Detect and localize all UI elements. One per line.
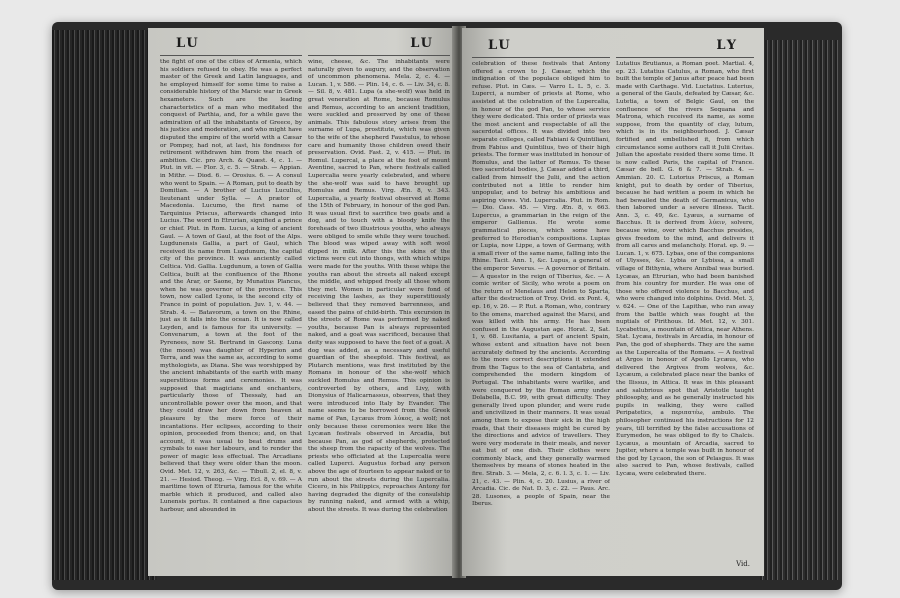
left-column-2 [308,55,450,565]
left-page [148,28,458,576]
left-column-1 [160,55,302,565]
right-column-1 [472,57,610,567]
right-column-2 [616,57,754,567]
left-page-header [160,36,450,55]
left-column-1-text: the fight of one of the cities of Armenia, which his soldiers refused to obey. He was a perfect master of the Greek and Latin languages, and he employed himself for some time to raise a considerable history of the Marsic war in Greek hexameters. Such are the leading characteristics of a man who meditated the conquest of Parthia, and, for a while gave the admiration of all the inhabitants of Greece, by his justice and moderation, and who might have disputed the empire of the world with a Cæsar or Pompey, had not, at last, his fondness for retirement withdrawn him from the reach of ambition. Cic. pro Arch. & Quæst. 4, c. 1. — Plut. in vit. — Flor. 3, c. 5. — Strab. — Appian. in Mithr. — Diod. 6. — Orosius. 6. — A consul who went to Spain. — A Roman, put to death by Domitian. — A brother of Lucius Lucullus, lieutenant under Sylla. — A prætor of Macedonia. Lucumo, the first name of Tarquinius Priscus, afterwards changed into Lucius. The word in Etrurian, signified a prince or chief. Plut. in Rom. Lucus, a king of ancient Gaul. — A town of Gaul, at the foot of the Alps. Lugdunensis Gallia, a part of Gaul, which received its name from Lugdunum, the capital city of the province. It was anciently called Celtica. Vid. Gallia. Lugdunum, a town of Gallia Celtica, built at the confluence of the Rhone and the Arar, or Saone, by Munatius Plancus, when he was governor of the province. This town, now called Lyons, is the second city of France in point of population. Juv. 1, v. 44. — Strab. 4. — Batavorum, a town on the Rhine, just as it falls into the ocean. It is now called Leyden, and is famous for its university. — Convenarum, a town at the foot of the Pyrenees, now St. Bertrand in Gascony. Luna (the moon) was daughter of Hyperion and Terra, and was the same as, according to some mythologists, as Diana. She was worshipped by the ancient inhabitants of the earth with many superstitious forms and ceremonies. It was supposed that magicians and enchanters, particularly those of Thessaly, had an uncontrollable power over the moon, and that they could draw her down from heaven at pleasure by the mere force of their incantations. Her eclipses, according to their opinion, proceeded from thence; and, on that account, it was usual to beat drums and cymbals to ease her labours, and to render the power of magic less effectual. The Arcadians believed that they were older than the moon. Ovid. Met. 12, v. 263, &c. — Tibull. 2, el. 8, v. 21. — Hesiod. Theog. — Virg. Ecl. 8, v. 69. — A maritime town of Etruria, famous for the white marble which it produced, and called also Lunensis portus. It contained a fine capacious harbour, and abounded in [160,59,302,514]
right-column-2-text: Lutatius Brutianus, a Roman poet. Martial. 4, ep. 23. Lutatius Catulus, a Roman, who first built the temple of Janus after peace had been made with Carthage. Vid. Luctatius. Luterius, a general of the Gauls, defeated by Cæsar, &c. Lutetia, a town of Belgic Gaul, on the confluence of the rivers Sequana and Matrona, which received its name, as some suppose, from the quantity of clay, lutum, which is in its neighbourhood. J. Cæsar fortified and embellished it, from which circumstance some authors call it Julii Civitas. Julian the apostate resided there some time. It is now called Paris, the capital of France. Cæsar de bell. G. 6 & 7. — Strab. 4. — Ammian. 20. C. Lutorius Priscus, a Roman knight, put to death by order of Tiberius, because he had written a poem in which he had bewailed the death of Germanicus, who then labored under a severe illness. Tacit. Ann. 3, c. 49, &c. Lyæus, a surname of Bacchus. It is derived from λύειν, solvere, because wine, over which Bacchus presides, gives freedom to the mind, and delivers it from all cares and melancholy. Horat. ep. 9. — Lucan. 1, v. 675. Lybas, one of the companions of Ulysses, &c. Lybia or Lybissa, a small village of Bithynia, where Annibal was buried. Lycæas, an Etrurian, who had been banished from his country for murder. He was one of those who offered violence to Bacchus, and who were changed into dolphins. Ovid. Met. 3, v. 624. — One of the Lapithæ, who ran away from the battle which was fought at the nuptials of Pirithous. Id. Met. 12, v. 301. Lycabettus, a mountain of Attica, near Athens. Stat. Lycæa, festivals in Arcadia, in honour of Pan, the god of shepherds. They are the same as the Lupercalia of the Romans. — A festival at Argos in honour of Apollo Lycæus, who delivered the Argives from wolves, &c. Lycæum, a celebrated place near the banks of the Ilissus, in Attica. It was in this pleasant and salubrious spot that Aristotle taught philosophy, and as he generally instructed his pupils in walking, they were called Peripatetics, a περιπατέω, ambulo. The philosopher continued his instructions for 12 years, till terrified by the false accusations of Eurymedon, he was obliged to fly to Chalcis. Lycæus, a mountain of Arcadia, sacred to Jupiter, where a temple was built in honour of the god by Lycaon, the son of Pelasgus. It was also sacred to Pan, whose festivals, called Lycæa, were celebrated there. [616,61,754,478]
page-edges-left [52,30,157,580]
left-column-2-text: wine, cheese, &c. The inhabitants were naturally given to augury, and the observation of uncommon phenomena. Mela. 2, c. 4. — Lucan. 1, v. 586. — Plin. 14, c. 6. — Liv. 34, c. 8. — Sil. 8, v. 481. Lupa (a she-wolf) was held in great veneration at Rome, because Romulus and Remus, according to an ancient tradition, were suckled and preserved by one of these animals. This fabulous story arises from the surname of Lupa, prostitute, which was given to the wife of the shepherd Faustulus, to whose care and humanity those children owed their preservation. Ovid. Fast. 2, v. 415. — Plut. in Romul. Lupercal, a place at the foot of mount Aventine, sacred to Pan, where festivals called Lupercalia were yearly celebrated, and where the she-wolf was said to have brought up Romulus and Remus. Virg. Æn. 8, v. 343. Lupercalia, a yearly festival observed at Rome the 15th of February, in honour of the god Pan. It was usual first to sacrifice two goats and a dog, and to touch with a bloody knife the foreheads of two illustrious youths, who always were obliged to smile while they were touched. The blood was wiped away with soft wool dipped in milk. After this the skins of the victims were cut into thongs, with which whips were made for the youths. With these whips the youths ran about the streets all naked except the middle, and whipped freely all those whom they met. Women in particular were fond of receiving the lashes, as they superstitiously believed that they removed barrenness, and eased the pains of child-birth. This excursion in the streets of Rome was performed by naked youths, because Pan is always represented naked, and a goat was sacrificed, because that deity was supposed to have the feet of a goat. A dog was added, as a necessary and useful guardian of the sheepfold. This festival, as Plutarch mentions, was first instituted by the Romans in honour of the she-wolf which suckled Romulus and Remus. This opinion is controverted by others, and Livy, with Dionysius of Halicarnassus, observes, that they were introduced into Italy by Evander. The name seems to be borrowed from the Greek name of Pan, Lycæus from λύκος, a wolf; not only because these ceremonies were like the Lycæan festivals observed in Arcadia, but because Pan, as god of shepherds, protected the sheep from the rapacity of the wolves. The priests who officiated at the Lupercalia were called Luperci. Augustus forbad any person above the age of fourteen to appear naked or to run about the streets during the Lupercalia. Cicero, in his Philippics, reproaches Antony for having degraded the dignity of the consulship by running naked, and armed with a whip, about the streets. It was during the celebration [308,59,450,514]
right-page-catchword: Vid. [736,560,750,568]
page-edges-right [760,40,840,580]
right-page-header [472,38,754,57]
right-page-columns [472,57,754,567]
right-page [462,28,764,576]
left-header-right: LU [410,36,434,51]
left-header-left: LU [176,36,200,51]
right-column-1-text: celebration of these festivals that Antony offered a crown to J. Cæsar, which the indignation of the populace obliged him to refuse. Plut. in Cæs. — Varro L. L. 5, c. 3. Luperci, a number of priests at Rome, who assisted at the celebration of the Lupercalia, in honour of the god Pan, to whose service they were dedicated. This order of priests was the most ancient and respectable of all the sacerdotal offices. It was divided into two separate colleges, called Fabiani & Quintiliani, from Fabius and Quintilius, two of their high priests. The former was instituted in honour of Romulus, and the latter of Remus. To these two sacerdotal bodies, J. Cæsar added a third, called from himself the Julii, and the action contributed not a little to render him unpopular, and to betray his ambitious and aspiring views. Vid. Lupercalia. Plut. in Rom. — Dio. Cass. 45. — Virg. Æn. 8, v. 663. Lupercus, a grammarian in the reign of the emperor Gallienus. He wrote some grammatical pieces, which some have preferred to Herodian's compositions. Lupias or Lupia, now Lippe, a town of Germany, with a small river of the same name, falling into the Rhine. Tacit. Ann. 1, &c. Lupus, a general of the emperor Severus. — A governor of Britain. — A questor in the reign of Tiberius, &c. — A comic writer of Sicily, who wrote a poem on the return of Menelaus and Helen to Sparta, after the destruction of Troy. Ovid. ex Pont. 4, ep. 16, v. 26. — P. Rut. a Roman, who, contrary to the omens, marched against the Marsi, and was killed with his army. He has been confused in the Augustan age. Horat. 2, Sat. 1, v. 68. Lusitania, a part of ancient Spain, whose extent and situation have not been accurately defined by the ancients. According to the more correct descriptions it extended from the Tagus to the sea of Cantabria, and comprehended the modern kingdom of Portugal. The inhabitants were warlike, and were conquered by the Roman army under Dolabella, B.C. 99, with great difficulty. They generally lived upon plunder, and were rude and uncivilized in their manners. It was usual among them to expose their sick in the high roads, that their diseases might be cured by the directions and advice of travellers. They were very moderate in their meals, and never eat but of one dish. Their clothes were commonly black, and they generally warmed themselves by means of stones heated in the fire. Strab. 3. — Mela, 2, c. 6. l. 3, c. 1. — Liv. 21, c. 43. — Plin. 4, c. 20. Lusius, a river of Arcadia. Cic. de Nat. D. 3, c. 22. — Paus. Arc. 28. Lusones, a people of Spain, near the Iberus. [472,61,610,508]
left-page-columns [160,55,450,565]
right-header-left: LU [488,38,512,53]
right-header-right: LY [716,38,738,53]
